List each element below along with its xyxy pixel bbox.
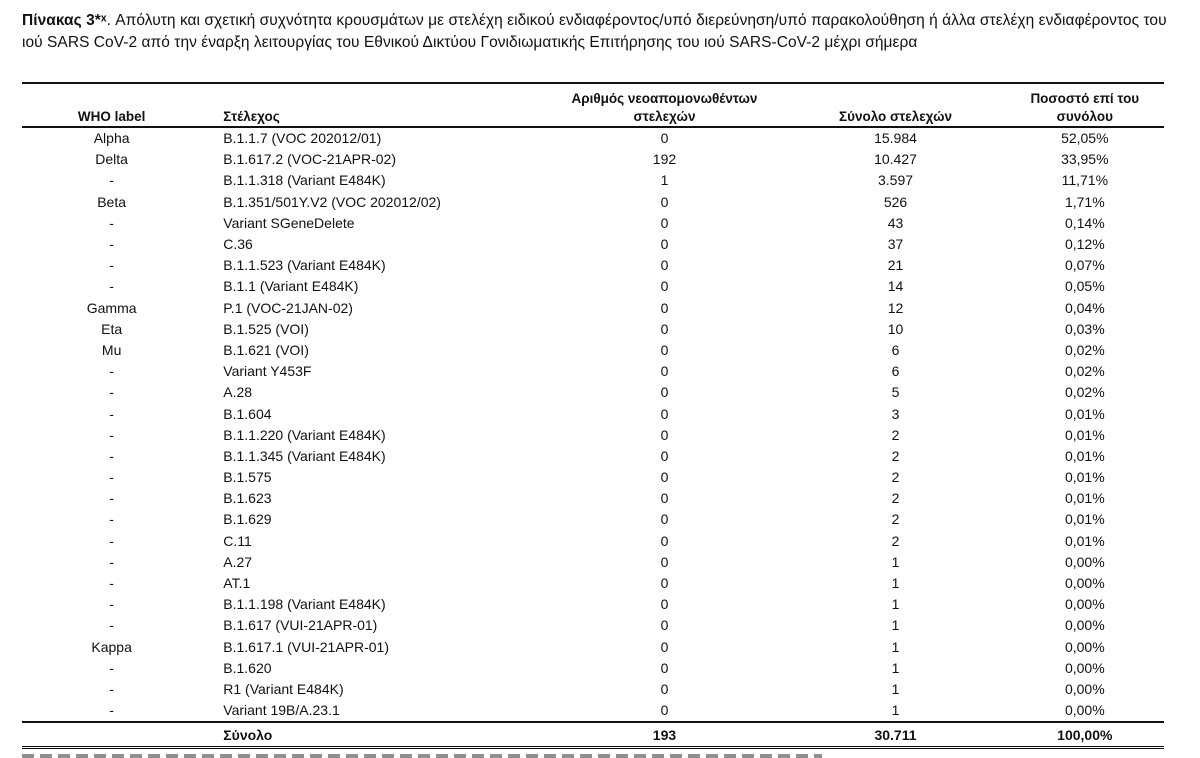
cell-total-strains: 10 [887, 320, 904, 337]
cell-strain: B.1.629 [223, 511, 272, 528]
cell-percentage: 33,95% [1061, 151, 1109, 168]
cell-strain: R1 (Variant E484K) [223, 680, 344, 697]
cell-strain: B.1.351/501Y.V2 (VOC 202012/02) [223, 193, 441, 210]
cell-percentage: 0,00% [1064, 617, 1105, 634]
cell-total-strains: 12 [887, 299, 904, 316]
cell-who-label: - [109, 553, 114, 570]
caption-text: . Απόλυτη και σχετική συχνότητα κρουσμάτων με στελέχη ειδικού ενδιαφέροντος/υπό διερεύνηση/υπό παρακολούθηση ή άλλα στελέχη ενδιαφέροντος του ιού SARS CoV-2 από την έναρξη λειτουργίας του Εθνικού Δικτύου Γονιδιωματικής Επιτήρησης του ιού SARS-CoV-2 μέχρι σήμερα [22, 12, 1167, 51]
cell-percentage: 0,00% [1064, 553, 1105, 570]
cell-percentage: 0,02% [1064, 384, 1105, 401]
header-new-isolates: Αριθμός νεοαπομονωθέντων στελεχών [544, 83, 786, 127]
cell-total-strains: 21 [887, 257, 904, 274]
cell-who-label: - [109, 426, 114, 443]
cell-who-label: - [109, 575, 114, 592]
cell-percentage: 0,00% [1064, 575, 1105, 592]
cell-who-label: Mu [101, 341, 122, 358]
cell-percentage: 52,05% [1061, 130, 1109, 147]
cell-who-label: - [109, 172, 114, 189]
cell-percentage: 0,01% [1064, 490, 1105, 507]
cell-strain: B.1.1 (Variant E484K) [223, 278, 359, 295]
cell-who-label: - [109, 617, 114, 634]
cell-new-isolates: 0 [660, 299, 669, 316]
cell-new-isolates: 0 [660, 320, 669, 337]
cell-who-label: - [109, 257, 114, 274]
truncated-footnote-line [22, 754, 822, 758]
cell-total-strains: 2 [891, 532, 900, 549]
table-total-row [22, 722, 1164, 748]
cell-percentage: 0,14% [1064, 214, 1105, 231]
cell-total-strains: 3 [891, 405, 900, 422]
cell-total-strains: 1 [891, 702, 900, 719]
table-row [22, 467, 1164, 488]
header-total-strains: Σύνολο στελεχών [785, 83, 1005, 127]
cell-who-label: Delta [95, 151, 128, 168]
cell-new-isolates: 0 [660, 130, 669, 147]
cell-who-label: - [109, 469, 114, 486]
table-row [22, 403, 1164, 424]
cell-new-isolates: 1 [660, 172, 669, 189]
cell-strain: P.1 (VOC-21JAN-02) [223, 299, 353, 316]
cell-who-label: Gamma [86, 299, 137, 316]
cell-new-isolates: 0 [660, 596, 669, 613]
cell-strain: B.1.525 (VOI) [223, 320, 309, 337]
cell-strain: B.1.623 [223, 490, 272, 507]
cell-total-strains: 1 [891, 596, 900, 613]
cell-new-isolates: 192 [652, 151, 677, 168]
cell-percentage: 0,02% [1064, 341, 1105, 358]
table-row [22, 552, 1164, 573]
cell-strain: B.1.617.1 (VUI-21APR-01) [223, 638, 390, 655]
header-percentage: Ποσοστό επί του συνόλου [1006, 83, 1164, 127]
cell-new-isolates: 0 [660, 236, 669, 253]
table-row [22, 637, 1164, 658]
cell-total-strains: 526 [883, 193, 908, 210]
cell-strain: C.11 [223, 532, 252, 549]
total-percentage: 100,00% [1006, 722, 1164, 748]
table-row [22, 170, 1164, 191]
cell-total-strains: 15.984 [874, 130, 917, 147]
table-row [22, 509, 1164, 530]
cell-total-strains: 1 [891, 553, 900, 570]
cell-who-label: Alpha [93, 130, 130, 147]
cell-who-label: - [109, 490, 114, 507]
table-row [22, 573, 1164, 594]
cell-total-strains: 6 [891, 363, 900, 380]
cell-total-strains: 2 [891, 490, 900, 507]
cell-strain: A.28 [223, 384, 253, 401]
caption-label: Πίνακας 3*ˣ [22, 12, 107, 29]
cell-new-isolates: 0 [660, 553, 669, 570]
cell-percentage: 0,04% [1064, 299, 1105, 316]
cell-total-strains: 6 [891, 341, 900, 358]
cell-who-label: - [109, 447, 114, 464]
total-strains: 30.711 [785, 722, 1005, 748]
cell-total-strains: 1 [891, 617, 900, 634]
table-row [22, 679, 1164, 700]
cell-who-label: Beta [97, 193, 127, 210]
cell-who-label: Eta [101, 320, 123, 337]
cell-strain: B.1.1.198 (Variant E484K) [223, 596, 386, 613]
cell-strain: B.1.604 [223, 405, 272, 422]
cell-new-isolates: 0 [660, 278, 669, 295]
cell-percentage: 0,02% [1064, 363, 1105, 380]
total-label: Σύνολο [201, 722, 543, 748]
cell-percentage: 0,00% [1064, 702, 1105, 719]
table-row [22, 255, 1164, 276]
table-row [22, 149, 1164, 170]
cell-new-isolates: 0 [660, 405, 669, 422]
cell-new-isolates: 0 [660, 193, 669, 210]
cell-new-isolates: 0 [660, 469, 669, 486]
table-body [22, 127, 1164, 722]
table-row [22, 361, 1164, 382]
table-row [22, 213, 1164, 234]
cell-total-strains: 1 [891, 638, 900, 655]
table-row [22, 594, 1164, 615]
cell-total-strains: 1 [891, 680, 900, 697]
cell-strain: Variant SGeneDelete [223, 214, 355, 231]
cell-new-isolates: 0 [660, 214, 669, 231]
table-row [22, 425, 1164, 446]
table-row [22, 192, 1164, 213]
cell-strain: B.1.1.523 (Variant E484K) [223, 257, 386, 274]
cell-new-isolates: 0 [660, 532, 669, 549]
cell-strain: B.1.1.220 (Variant E484K) [223, 426, 386, 443]
cell-new-isolates: 0 [660, 490, 669, 507]
cell-strain: Variant Y453F [223, 363, 312, 380]
table-row [22, 276, 1164, 297]
table-row [22, 531, 1164, 552]
cell-who-label: - [109, 236, 114, 253]
cell-percentage: 0,12% [1064, 236, 1105, 253]
cell-strain: B.1.620 [223, 659, 272, 676]
cell-percentage: 0,00% [1064, 638, 1105, 655]
cell-strain: B.1.1.7 (VOC 202012/01) [223, 130, 382, 147]
cell-new-isolates: 0 [660, 680, 669, 697]
cell-new-isolates: 0 [660, 702, 669, 719]
table-row [22, 658, 1164, 679]
cell-who-label: - [109, 702, 114, 719]
cell-total-strains: 2 [891, 447, 900, 464]
total-who-label [22, 722, 201, 748]
cell-percentage: 0,00% [1064, 596, 1105, 613]
cell-who-label: - [109, 659, 114, 676]
cell-new-isolates: 0 [660, 341, 669, 358]
cell-percentage: 0,05% [1064, 278, 1105, 295]
cell-percentage: 0,01% [1064, 532, 1105, 549]
cell-who-label: - [109, 214, 114, 231]
table-row [22, 319, 1164, 340]
cell-new-isolates: 0 [660, 426, 669, 443]
cell-percentage: 1,71% [1064, 193, 1105, 210]
cell-new-isolates: 0 [660, 447, 669, 464]
cell-who-label: - [109, 532, 114, 549]
cell-new-isolates: 0 [660, 638, 669, 655]
table-caption [22, 10, 1182, 54]
cell-strain: B.1.1.345 (Variant E484K) [223, 447, 386, 464]
cell-percentage: 0,07% [1064, 257, 1105, 274]
cell-total-strains: 43 [887, 214, 904, 231]
cell-total-strains: 5 [891, 384, 900, 401]
cell-new-isolates: 0 [660, 363, 669, 380]
cell-new-isolates: 0 [660, 575, 669, 592]
cell-total-strains: 10.427 [874, 151, 917, 168]
table-row [22, 700, 1164, 722]
table-header-row [22, 83, 1164, 127]
cell-percentage: 0,01% [1064, 511, 1105, 528]
table-row [22, 615, 1164, 636]
cell-percentage: 0,01% [1064, 405, 1105, 422]
cell-who-label: - [109, 596, 114, 613]
cell-strain: C.36 [223, 236, 253, 253]
cell-total-strains: 3.597 [877, 172, 914, 189]
cell-total-strains: 2 [891, 426, 900, 443]
cell-total-strains: 1 [891, 575, 900, 592]
cell-strain: A.27 [223, 553, 253, 570]
table-row [22, 382, 1164, 403]
cell-who-label: Kappa [91, 638, 132, 655]
cell-strain: B.1.617.2 (VOC-21APR-02) [223, 151, 397, 168]
cell-new-isolates: 0 [660, 511, 669, 528]
cell-strain: B.1.1.318 (Variant E484K) [223, 172, 386, 189]
cell-new-isolates: 0 [660, 257, 669, 274]
cell-percentage: 0,03% [1064, 320, 1105, 337]
variants-table [22, 82, 1164, 749]
table-row [22, 234, 1164, 255]
cell-strain: AT.1 [223, 575, 251, 592]
cell-total-strains: 2 [891, 469, 900, 486]
cell-percentage: 0,01% [1064, 469, 1105, 486]
table-row [22, 446, 1164, 467]
cell-strain: B.1.617 (VUI-21APR-01) [223, 617, 378, 634]
cell-new-isolates: 0 [660, 659, 669, 676]
cell-who-label: - [109, 278, 114, 295]
cell-percentage: 0,01% [1064, 447, 1105, 464]
header-strain: Στέλεχος [201, 83, 543, 127]
cell-strain: Variant 19B/A.23.1 [223, 702, 340, 719]
cell-strain: B.1.575 [223, 469, 272, 486]
cell-percentage: 0,00% [1064, 680, 1105, 697]
cell-who-label: - [109, 511, 114, 528]
cell-who-label: - [109, 405, 114, 422]
cell-total-strains: 37 [887, 236, 904, 253]
table-row [22, 340, 1164, 361]
cell-who-label: - [109, 363, 114, 380]
cell-total-strains: 2 [891, 511, 900, 528]
cell-who-label: - [109, 680, 114, 697]
total-new-isolates: 193 [544, 722, 786, 748]
header-who-label: WHO label [22, 83, 201, 127]
cell-total-strains: 14 [887, 278, 904, 295]
cell-percentage: 11,71% [1061, 172, 1109, 189]
table-row [22, 298, 1164, 319]
cell-new-isolates: 0 [660, 617, 669, 634]
table-row [22, 488, 1164, 509]
table-row [22, 127, 1164, 149]
cell-who-label: - [109, 384, 114, 401]
cell-new-isolates: 0 [660, 384, 669, 401]
cell-strain: B.1.621 (VOI) [223, 341, 309, 358]
cell-total-strains: 1 [891, 659, 900, 676]
cell-percentage: 0,01% [1064, 426, 1105, 443]
cell-percentage: 0,00% [1064, 659, 1105, 676]
